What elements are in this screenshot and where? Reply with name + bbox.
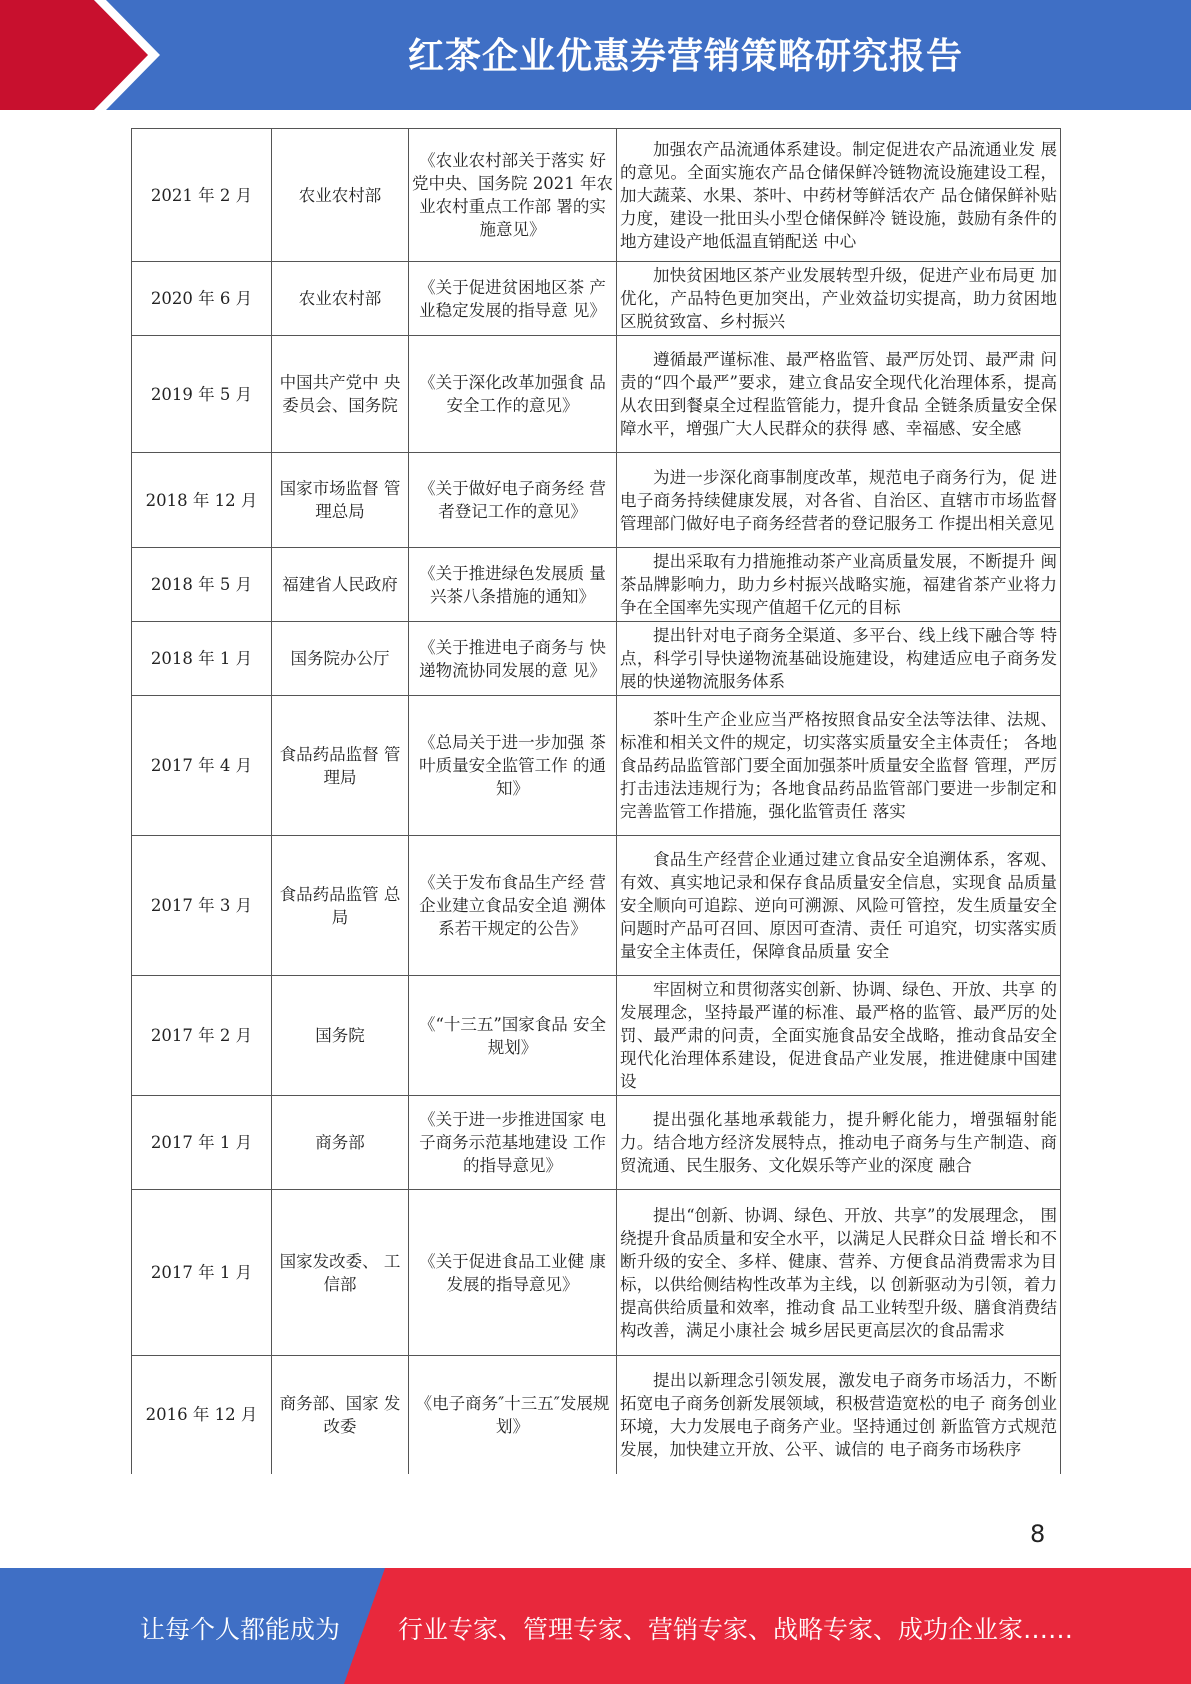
cell-document: 《关于进一步推进国家 电子商务示范基地建设 工作的指导意见》 [409, 1096, 617, 1190]
cell-description: 提出以新理念引领发展，激发电子商务市场活力，不断拓宽电子商务创新发展领域，积极营造宽松的电子 商务创业环境，大力发展电子商务产业。坚持通过创 新监管方式规范发展，加快建立开放、公平、诚信的 电子商务市场秩序 [617, 1356, 1061, 1474]
table-row [132, 336, 1061, 453]
cell-date: 2017 年 1 月 [132, 1096, 272, 1190]
policy-table [131, 128, 1061, 1474]
cell-document: 《关于促进食品工业健 康发展的指导意见》 [409, 1190, 617, 1356]
table-row [132, 1356, 1061, 1474]
cell-document: 《关于推进绿色发展质 量兴茶八条措施的通知》 [409, 548, 617, 622]
cell-document: 《关于深化改革加强食 品安全工作的意见》 [409, 336, 617, 453]
cell-department: 福建省人民政府 [272, 548, 409, 622]
table-row [132, 622, 1061, 696]
cell-date: 2017 年 1 月 [132, 1190, 272, 1356]
cell-description: 茶叶生产企业应当严格按照食品安全法等法律、法规、 标准和相关文件的规定，切实落实质量安全主体责任； 各地食品药品监管部门要全面加强茶叶质量安全监督 管理，严厉打击违法违规行为；各地食品药品监管部门要进一步制定和完善监管工作措施，强化监管责任 落实 [617, 696, 1061, 836]
cell-document: 《“十三五”国家食品 安全规划》 [409, 976, 617, 1096]
cell-document: 《总局关于进一步加强 茶叶质量安全监管工作 的通知》 [409, 696, 617, 836]
cell-document: 《农业农村部关于落实 好党中央、国务院 2021 年农业农村重点工作部 署的实施意见》 [409, 129, 617, 262]
cell-description: 提出采取有力措施推动茶产业高质量发展，不断提升 闽茶品牌影响力，助力乡村振兴战略实施，福建省茶产业将力争在全国率先实现产值超千亿元的目标 [617, 548, 1061, 622]
page-number: 8 [1030, 1520, 1046, 1548]
table-row [132, 262, 1061, 336]
cell-description: 遵循最严谨标准、最严格监管、最严厉处罚、最严肃 问责的“四个最严”要求，建立食品安全现代化治理体系，提高从农田到餐桌全过程监管能力，提升食品 全链条质量安全保障水平，增强广大人民群众的获得 感、幸福感、安全感 [617, 336, 1061, 453]
cell-document: 《电子商务″十三五″发展规划》 [409, 1356, 617, 1474]
cell-department: 国家发改委、 工信部 [272, 1190, 409, 1356]
cell-description: 加快贫困地区茶产业发展转型升级，促进产业布局更 加优化，产品特色更加突出，产业效益切实提高，助力贫困地区脱贫致富、乡村振兴 [617, 262, 1061, 336]
cell-date: 2016 年 12 月 [132, 1356, 272, 1474]
table-row [132, 453, 1061, 548]
cell-document: 《关于发布食品生产经 营企业建立食品安全追 溯体系若干规定的公告》 [409, 836, 617, 976]
cell-description: 加强农产品流通体系建设。制定促进农产品流通业发 展的意见。全面实施农产品仓储保鲜冷链物流设施建设工程，加大蔬菜、水果、茶叶、中药材等鲜活农产 品仓储保鲜补贴力度，建设一批田头小型仓储保鲜冷 链设施，鼓励有条件的地方建设产地低温直销配送 中心 [617, 129, 1061, 262]
cell-document: 《关于做好电子商务经 营者登记工作的意见》 [409, 453, 617, 548]
header-red-arrow-decoration [0, 0, 150, 110]
cell-department: 农业农村部 [272, 262, 409, 336]
cell-department: 农业农村部 [272, 129, 409, 262]
table-row [132, 836, 1061, 976]
cell-description: 提出针对电子商务全渠道、多平台、线上线下融合等 特点，科学引导快递物流基础设施建设，构建适应电子商务发展的快递物流服务体系 [617, 622, 1061, 696]
cell-date: 2017 年 2 月 [132, 976, 272, 1096]
table-row [132, 1096, 1061, 1190]
cell-document: 《关于促进贫困地区茶 产业稳定发展的指导意 见》 [409, 262, 617, 336]
page-footer [0, 1568, 1191, 1684]
cell-description: 为进一步深化商事制度改革，规范电子商务行为，促 进电子商务持续健康发展，对各省、自治区、直辖市市场监督管理部门做好电子商务经营者的登记服务工 作提出相关意见 [617, 453, 1061, 548]
cell-department: 中国共产党中 央委员会、国务院 [272, 336, 409, 453]
cell-department: 商务部 [272, 1096, 409, 1190]
cell-department: 商务部、国家 发改委 [272, 1356, 409, 1474]
table-row [132, 1190, 1061, 1356]
cell-date: 2020 年 6 月 [132, 262, 272, 336]
cell-date: 2018 年 1 月 [132, 622, 272, 696]
cell-description: 牢固树立和贯彻落实创新、协调、绿色、开放、共享 的发展理念，坚持最严谨的标准、最严格的监管、最严厉的处罚、最严肃的问责，全面实施食品安全战略，推动食品安全现代化治理体系建设，促进食品产业发展，推进健康中国建设 [617, 976, 1061, 1096]
cell-department: 食品药品监管 总局 [272, 836, 409, 976]
cell-description: 提出强化基地承载能力，提升孵化能力，增强辐射能 力。结合地方经济发展特点，推动电子商务与生产制造、商贸流通、民生服务、文化娱乐等产业的深度 融合 [617, 1096, 1061, 1190]
cell-department: 食品药品监督 管理局 [272, 696, 409, 836]
report-title: 红茶企业优惠券营销策略研究报告 [407, 36, 963, 77]
cell-description: 提出“创新、协调、绿色、开放、共享”的发展理念， 围绕提升食品质量和安全水平，以满足人民群众日益 增长和不断升级的安全、多样、健康、营养、方便食品消费需求为目标，以供给侧结构性改革为主线，以 创新驱动为引领，着力提高供给质量和效率，推动食 品工业转型升级、膳食消费结构改善，满足小康社会 城乡居民更高层次的食品需求 [617, 1190, 1061, 1356]
page-header [0, 0, 1191, 110]
cell-document: 《关于推进电子商务与 快递物流协同发展的意 见》 [409, 622, 617, 696]
cell-description: 食品生产经营企业通过建立食品安全追溯体系，客观、 有效、真实地记录和保存食品质量安全信息，实现食 品质量安全顺向可追踪、逆向可溯源、风险可管控，发生质量安全问题时产品可召回、原因可查清、责任 可追究，切实落实质量安全主体责任，保障食品质量 安全 [617, 836, 1061, 976]
cell-date: 2017 年 4 月 [132, 696, 272, 836]
table-row [132, 129, 1061, 262]
footer-slogan-left: 让每个人都能成为 [140, 1615, 341, 1644]
cell-date: 2018 年 12 月 [132, 453, 272, 548]
cell-date: 2019 年 5 月 [132, 336, 272, 453]
cell-department: 国务院 [272, 976, 409, 1096]
cell-date: 2021 年 2 月 [132, 129, 272, 262]
cell-department: 国家市场监督 管理总局 [272, 453, 409, 548]
footer-slogan-right: 行业专家、管理专家、营销专家、战略专家、成功企业家…… [398, 1615, 1074, 1644]
table-row [132, 548, 1061, 622]
table-row [132, 696, 1061, 836]
cell-department: 国务院办公厅 [272, 622, 409, 696]
table-row [132, 976, 1061, 1096]
cell-date: 2018 年 5 月 [132, 548, 272, 622]
cell-date: 2017 年 3 月 [132, 836, 272, 976]
